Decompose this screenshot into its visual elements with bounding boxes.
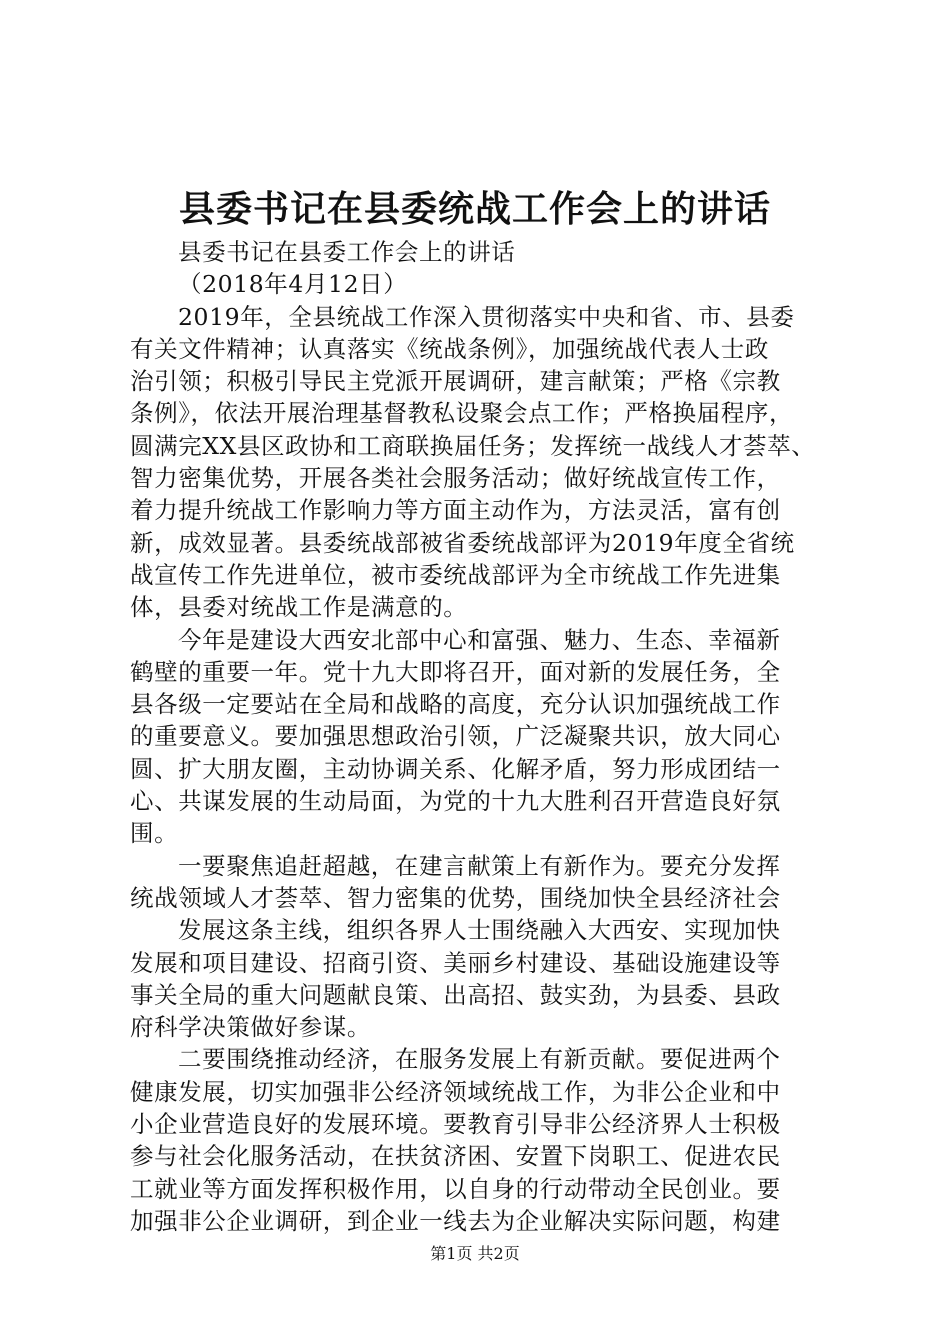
body-text-line: 一要聚焦追赶超越，在建言献策上有新作为。要充分发挥 — [178, 851, 781, 880]
body-text-line: 参与社会化服务活动，在扶贫济困、安置下岗职工、促进农民 — [130, 1142, 781, 1171]
body-text-line: 着力提升统战工作影响力等方面主动作为，方法灵活，富有创 — [130, 496, 781, 525]
body-text-line: 加强非公企业调研，到企业一线去为企业解决实际问题，构建 — [130, 1206, 781, 1235]
body-text-line: 今年是建设大西安北部中心和富强、魅力、生态、幸福新 — [178, 625, 781, 654]
body-text-line: 战宣传工作先进单位，被市委统战部评为全市统战工作先进集 — [130, 560, 781, 589]
page-number-footer: 第1页 共2页 — [430, 1244, 520, 1263]
body-text-line: 工就业等方面发挥积极作用，以自身的行动带动全民创业。要 — [130, 1174, 781, 1203]
body-text-line: 治引领；积极引导民主党派开展调研，建言献策；严格《宗教 — [130, 367, 781, 396]
body-text-line: 围。 — [130, 819, 179, 848]
body-text-line: 鹤壁的重要一年。党十九大即将召开，面对新的发展任务，全 — [130, 657, 781, 686]
document-title: 县委书记在县委统战工作会上的讲话 — [178, 188, 771, 230]
body-text-line: 智力密集优势，开展各类社会服务活动；做好统战宣传工作， — [130, 464, 781, 493]
body-text-line: 府科学决策做好参谋。 — [130, 1013, 371, 1042]
body-text-line: 发展这条主线，组织各界人士围绕融入大西安、实现加快 — [178, 916, 781, 945]
body-text-line: 心、共谋发展的生动局面，为党的十九大胜利召开营造良好氛 — [130, 787, 781, 816]
body-text-line: 县委书记在县委工作会上的讲话 — [178, 238, 516, 266]
body-text-line: 小企业营造良好的发展环境。要教育引导非公经济界人士积极 — [130, 1110, 781, 1139]
body-text-line: 圆满完XX县区政协和工商联换届任务；发挥统一战线人才荟萃、 — [130, 431, 816, 460]
body-text-line: 2019年，全县统战工作深入贯彻落实中央和省、市、县委 — [178, 302, 795, 331]
body-text-line: 县各级一定要站在全局和战略的高度，充分认识加强统战工作 — [130, 690, 781, 719]
body-text-line: 新，成效显著。县委统战部被省委统战部评为2019年度全省统 — [130, 528, 795, 557]
body-text-line: 发展和项目建设、招商引资、美丽乡村建设、基础设施建设等 — [130, 948, 781, 977]
body-text-line: 体，县委对统战工作是满意的。 — [130, 593, 468, 622]
body-text-line: 条例》，依法开展治理基督教私设聚会点工作；严格换届程序， — [130, 399, 794, 428]
body-text-line: 健康发展，切实加强非公经济领域统战工作，为非公企业和中 — [130, 1077, 781, 1106]
body-text-line: 圆、扩大朋友圈，主动协调关系、化解矛盾，努力形成团结一 — [130, 754, 781, 783]
body-text-line: 统战领域人才荟萃、智力密集的优势，围绕加快全县经济社会 — [130, 883, 781, 912]
body-text-line: 的重要意义。要加强思想政治引领，广泛凝聚共识，放大同心 — [130, 722, 781, 751]
document-body — [130, 236, 830, 1237]
body-text-line: 有关文件精神；认真落实《统战条例》，加强统战代表人士政 — [130, 334, 769, 363]
body-text-line: 二要围绕推动经济，在服务发展上有新贡献。要促进两个 — [178, 1045, 781, 1074]
body-text-line: 事关全局的重大问题献良策、出高招、鼓实劲，为县委、县政 — [130, 980, 781, 1009]
body-text-line: （2018年4月12日） — [178, 270, 408, 299]
